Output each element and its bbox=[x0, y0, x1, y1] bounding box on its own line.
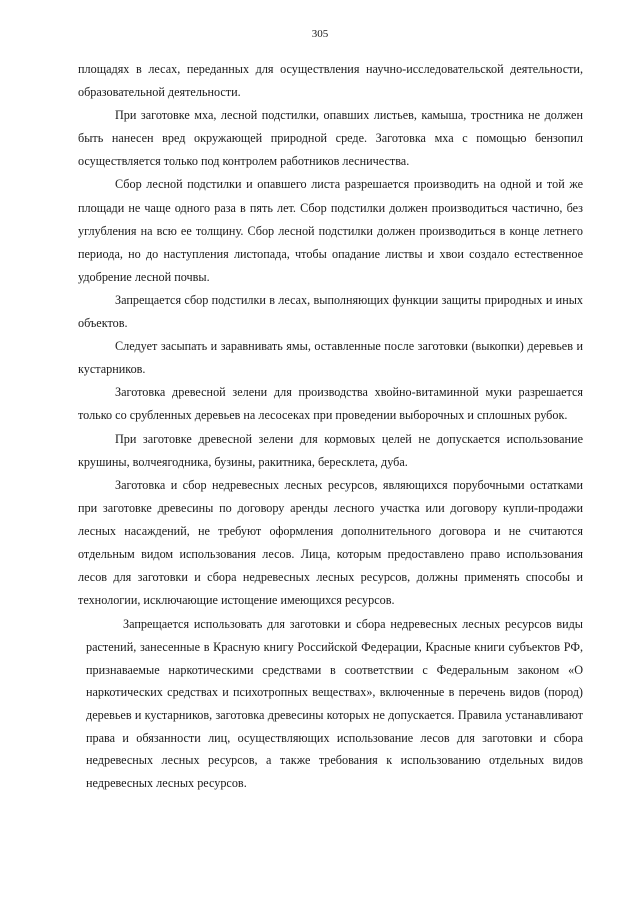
paragraph-6: Заготовка древесной зелени для производства хвойно-витаминной муки разрешается только со срубленных деревьев на лесосеках при проведении выборочных и сплошных рубок. bbox=[78, 385, 583, 423]
paragraph-3: Сбор лесной подстилки и опавшего листа разрешается производить на одной и той же площади не чаще одного раза в пять лет. Сбор подстилки должен производиться частично, без углубления на всю ее толщину. Сбор лесной подстилки должен производиться в конце летнего периода, но до наступления листопада, чтобы опадание листвы и хвои создало естественное удобрение лесной почвы. bbox=[78, 177, 583, 284]
page-number: 305 bbox=[311, 28, 329, 40]
paragraph-4: Запрещается сбор подстилки в лесах, выполняющих функции защиты природных и иных объектов. bbox=[78, 292, 583, 331]
paragraph-5: Следует засыпать и заравнивать ямы, оставленные после заготовки (выкопки) деревьев и кустарников. bbox=[78, 339, 583, 377]
paragraph-9: Запрещается использовать для заготовки и сбора недревесных лесных ресурсов виды растений, занесенные в Красную книгу Российской Федерации, Красные книги субъектов РФ, признаваемые наркотическими средствами в соответствии с Федеральным законом «О наркотических средствах и психотропных веществах», включенные в перечень видов (пород) деревьев и кустарников, заготовка древесины которых не допускается. Правила устанавливают права и обязанности лиц, осуществляющих использование лесов для заготовки и сбора недревесных лесных ресурсов, а также требования к использованию отдельных видов недревесных лесных ресурсов. bbox=[86, 617, 583, 791]
paragraph-2: При заготовке мха, лесной подстилки, опавших листьев, камыша, тростника не должен быть нанесен вред окружающей природной среде. Заготовка мха с помощью бензопил осуществляется только под контролем работников лесничества. bbox=[78, 108, 583, 169]
page-body bbox=[78, 58, 583, 795]
paragraph-7: При заготовке древесной зелени для кормовых целей не допускается использование крушины, волчеягодника, бузины, ракитника, бересклета, дуба. bbox=[78, 431, 583, 469]
paragraph-1: площадях в лесах, переданных для осуществления научно-исследовательской деятельности, образовательной деятельности. bbox=[78, 62, 583, 100]
paragraph-8: Заготовка и сбор недревесных лесных ресурсов, являющихся порубочными остатками при заготовке древесины по договору аренды лесного участка или договору купли-продажи лесных насаждений, не требуют оформления дополнительного договора и не считаются отдельным видом использования лесов. Лица, которым предоставлено право использования лесов для заготовки и сбора недревесных лесных ресурсов, должны применять способы и технологии, исключающие истощение имеющихся ресурсов. bbox=[78, 477, 583, 608]
